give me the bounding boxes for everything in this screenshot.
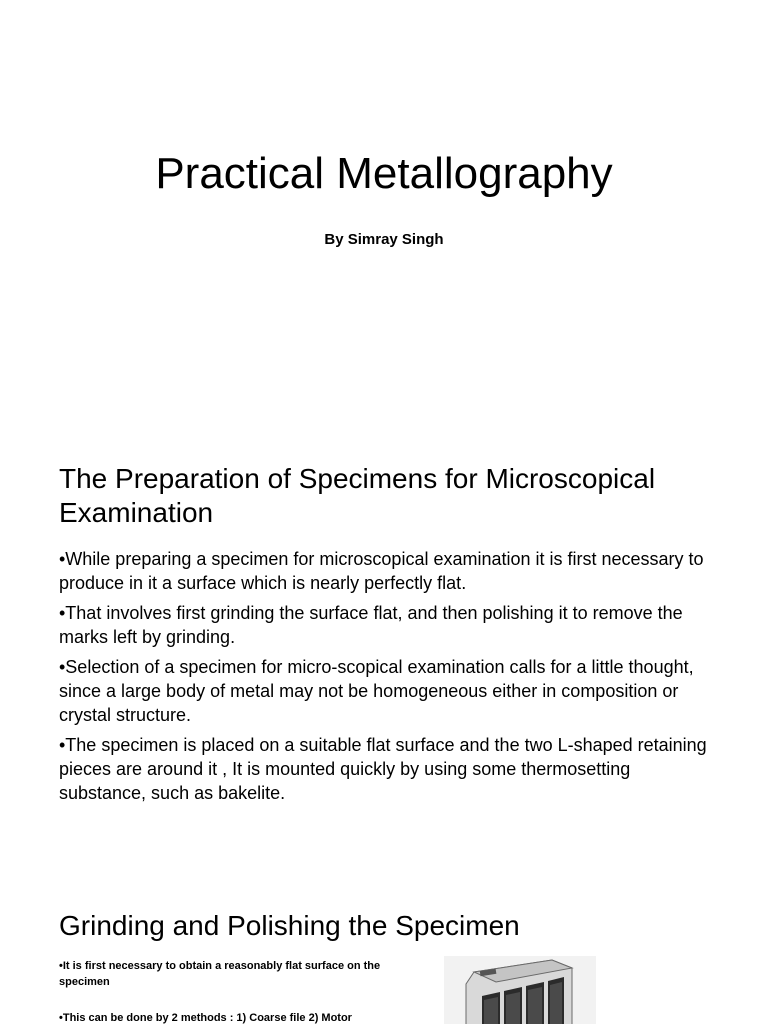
slide-title: [0, 0, 768, 432]
grinding-machine-image: [444, 956, 596, 1024]
bullet-item: •This can be done by 2 methods : 1) Coarse file 2) Motor: [59, 1012, 352, 1024]
bullet-item: •Selection of a specimen for micro-scopical examination calls for a little thought, since a large body of metal may not be homogeneous either in composition or crystal structure.: [59, 657, 694, 725]
bullet-item: •That involves first grinding the surface flat, and then polishing it to remove the marks left by grinding.: [59, 603, 683, 647]
presentation-title: Practical Metallography: [155, 149, 613, 198]
slide-heading: The Preparation of Specimens for Microscopical Examination: [59, 463, 656, 528]
slide-grinding-polishing: [0, 864, 768, 1024]
bullet-item: •While preparing a specimen for microscopical examination it is first necessary to produce in it a surface which is nearly perfectly flat.: [59, 549, 704, 593]
bullet-item: •It is first necessary to obtain a reasonably flat surface on the specimen: [59, 960, 381, 988]
author-subtitle: By Simray Singh: [324, 231, 444, 248]
slide-heading: Grinding and Polishing the Specimen: [59, 910, 520, 941]
bullet-list: [59, 547, 719, 811]
bullet-item: •The specimen is placed on a suitable flat surface and the two L-shaped retaining pieces are around it , It is mounted quickly by using some thermosetting substance, such as bakelite.: [59, 735, 707, 803]
slide-specimen-preparation: [0, 432, 768, 864]
bullet-list: [59, 958, 399, 1024]
